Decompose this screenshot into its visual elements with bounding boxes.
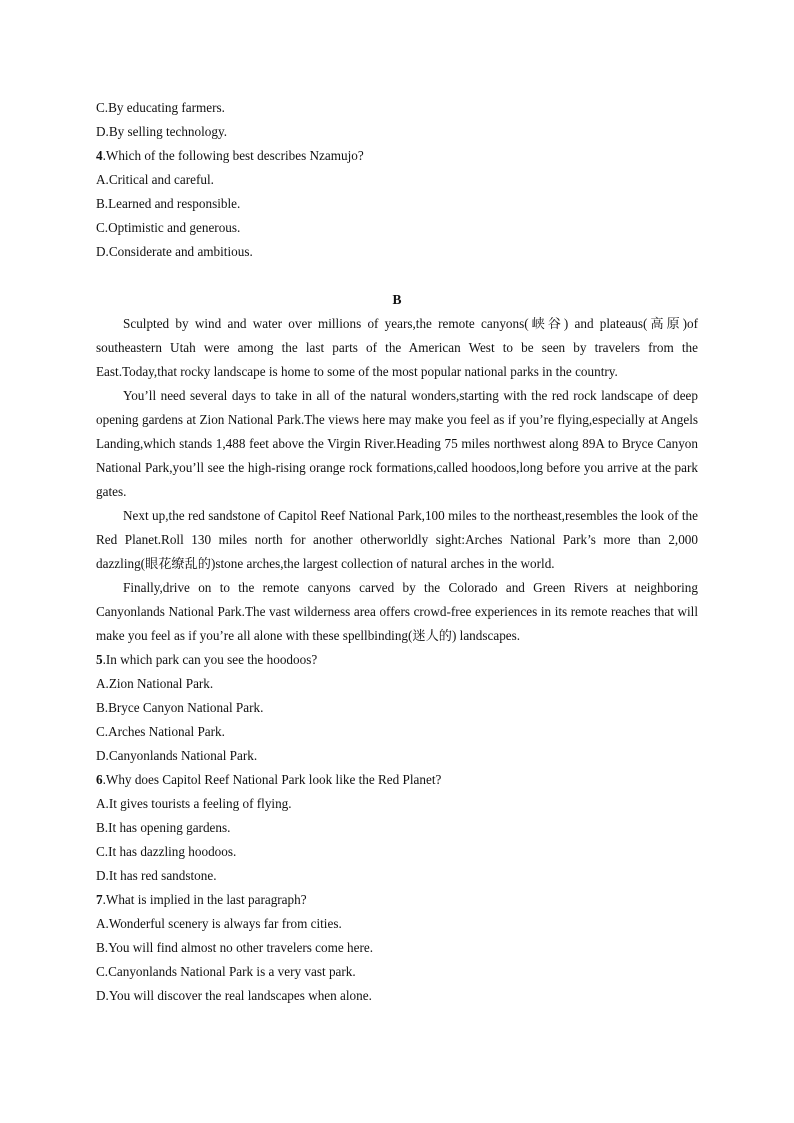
q4-option-d: D.Considerate and ambitious. — [96, 244, 253, 259]
q4-option-a: A.Critical and careful. — [96, 172, 214, 187]
passage-paragraph-2: You’ll need several days to take in all of the natural wonders,starting with the red rock landscape of deep opening gardens at Zion National Park.The views here may make you feel as if you’re flying,especially at Angels Landing,which stands 1,488 feet above the Virgin River.Heading 75 miles northwest along 89A to Bryce Canyon National Park,you’ll see the high-rising orange rock formations,called hoodoos,long before you arrive at the park gates. — [96, 388, 698, 499]
q4-question — [96, 148, 364, 164]
passage-paragraph-4: Finally,drive on to the remote canyons carved by the Colorado and Green Rivers at neighboring Canyonlands National Park.The vast wilderness area offers crowd-free experiences in its remote reaches that will make you feel as if you’re all alone with these spellbinding(迷人的) landscapes. — [96, 580, 698, 643]
q7-option-a: A.Wonderful scenery is always far from cities. — [96, 916, 342, 931]
q4-number: 4 — [96, 148, 103, 163]
q6-option-b: B.It has opening gardens. — [96, 820, 231, 835]
q7-option-c: C.Canyonlands National Park is a very vast park. — [96, 964, 356, 979]
q6-option-d: D.It has red sandstone. — [96, 868, 217, 883]
q3-option-c: C.By educating farmers. — [96, 100, 225, 115]
q5-option-a: A.Zion National Park. — [96, 676, 214, 691]
q7-question — [96, 892, 307, 908]
q4-option-c: C.Optimistic and generous. — [96, 220, 241, 235]
q5-question — [96, 652, 317, 668]
q7-option-d: D.You will discover the real landscapes when alone. — [96, 988, 372, 1003]
q5-stem: .In which park can you see the hoodoos? — [102, 652, 318, 667]
q5-option-d: D.Canyonlands National Park. — [96, 748, 258, 763]
q5-number: 5 — [96, 652, 103, 667]
q7-option-b: B.You will find almost no other travelers come here. — [96, 940, 374, 955]
passage-paragraph-1: Sculpted by wind and water over millions of years,the remote canyons(峡谷) and plateaus(高原)of southeastern Utah were among the last parts of the American West to be seen by travelers from the East.Today,that rocky landscape is home to some of the most popular national parks in the country. — [96, 316, 698, 379]
q4-stem: .Which of the following best describes Nzamujo? — [102, 148, 364, 163]
q6-option-a: A.It gives tourists a feeling of flying. — [96, 796, 292, 811]
q7-stem: .What is implied in the last paragraph? — [102, 892, 307, 907]
q3-option-d: D.By selling technology. — [96, 124, 228, 139]
q6-stem: .Why does Capitol Reef National Park look like the Red Planet? — [102, 772, 442, 787]
q5-option-b: B.Bryce Canyon National Park. — [96, 700, 264, 715]
section-title: B — [392, 292, 402, 307]
q7-number: 7 — [96, 892, 103, 907]
q6-number: 6 — [96, 772, 103, 787]
q6-question — [96, 772, 441, 788]
q6-option-c: C.It has dazzling hoodoos. — [96, 844, 237, 859]
passage-paragraph-3: Next up,the red sandstone of Capitol Reef National Park,100 miles to the northeast,resembles the look of the Red Planet.Roll 130 miles north for another otherworldly sight:Arches National Park’s more than 2,000 dazzling(眼花缭乱的)stone arches,the largest collection of natural arches in the world. — [96, 508, 698, 571]
q4-option-b: B.Learned and responsible. — [96, 196, 241, 211]
q5-option-c: C.Arches National Park. — [96, 724, 225, 739]
